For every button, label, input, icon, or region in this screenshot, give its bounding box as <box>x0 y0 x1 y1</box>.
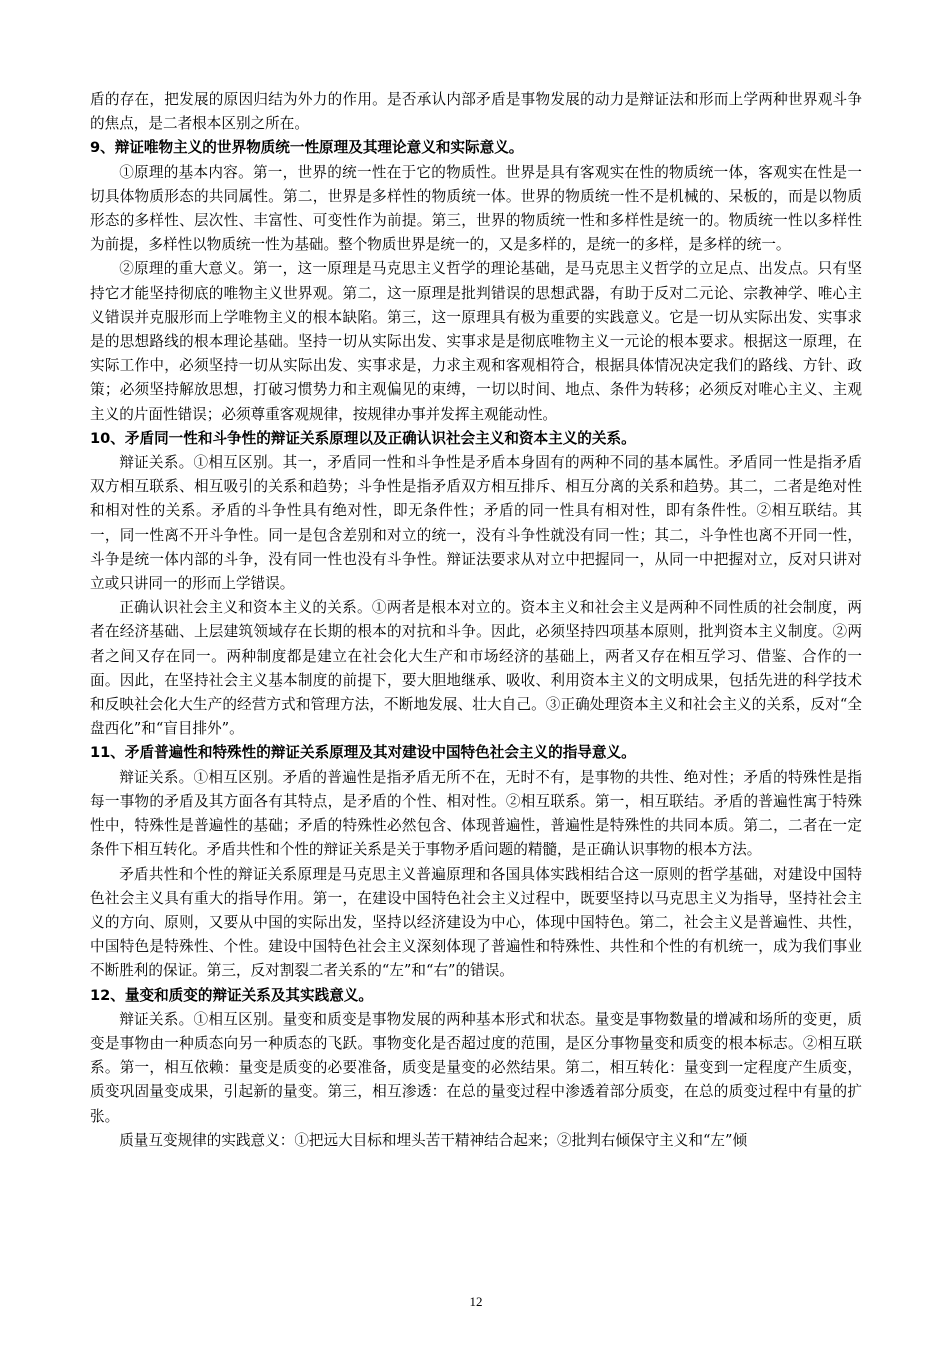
section-heading-9: 9、辩证唯物主义的世界物质统一性原理及其理论意义和实际意义。 <box>90 139 524 157</box>
section-heading-12: 12、量变和质变的辩证关系及其实践意义。 <box>90 986 373 1004</box>
paragraph: 盾的存在，把发展的原因归结为外力的作用。是否承认内部矛盾是事物发展的动力是辩证法和形而上学两种世界观斗争的焦点，是二者根本区别之所在。 <box>90 91 862 133</box>
section-heading-11: 11、矛盾普遍性和特殊性的辩证关系原理及其对建设中国特色社会主义的指导意义。 <box>90 744 636 762</box>
paragraph: 辩证关系。①相互区别。其一，矛盾同一性和斗争性是矛盾本身固有的两种不同的基本属性。矛盾同一性是指矛盾双方相互联系、相互吸引的关系和趋势；斗争性是指矛盾双方相互排斥、相互分离的关系和趋势。其二，二者是绝对性和相对性的关系。矛盾的斗争性具有绝对性，即无条件性；矛盾的同一性具有相对性，即有条件性。②相互联结。其一，同一性离不开斗争性。同一是包含差别和对立的统一，没有斗争性就没有同一性；其二，斗争性也离不开同一性，斗争是统一体内部的斗争，没有同一性也没有斗争性。辩证法要求从对立中把握同一，从同一中把握对立，反对只讲对立或只讲同一的形而上学错误。 <box>90 454 862 593</box>
section-heading-10: 10、矛盾同一性和斗争性的辩证关系原理以及正确认识社会主义和资本主义的关系。 <box>90 429 636 447</box>
paragraph: 矛盾共性和个性的辩证关系原理是马克思主义普遍原理和各国具体实践相结合这一原则的哲学基础，对建设中国特色社会主义具有重大的指导作用。第一，在建设中国特色社会主义过程中，既要坚持以马克思主义为指导，坚持社会主义的方向、原则，又要从中国的实际出发，坚持以经济建设为中心，体现中国特色。第二，社会主义是普遍性、共性，中国特色是特殊性、个性。建设中国特色社会主义深刻体现了普遍性和特殊性、共性和个性的有机统一，成为我们事业不断胜利的保证。第三，反对割裂二者关系的“左”和“右”的错误。 <box>90 865 862 980</box>
paragraph: ①原理的基本内容。第一，世界的统一性在于它的物质性。世界是具有客观实在性的物质统一体，客观实在性是一切具体物质形态的共同属性。第二，世界是多样性的物质统一体。世界的物质统一性不是机械的、呆板的，而是以物质形态的多样性、层次性、丰富性、可变性作为前提。第三，世界的物质统一性和多样性是统一的。物质统一性以多样性为前提，多样性以物质统一性为基础。整个物质世界是统一的，又是多样的，是统一的多样，是多样的统一。 <box>90 163 862 254</box>
paragraph: ②原理的重大意义。第一，这一原理是马克思主义哲学的理论基础，是马克思主义哲学的立足点、出发点。只有坚持它才能坚持彻底的唯物主义世界观。第二，这一原理是批判错误的思想武器，有助于反对二元论、宗教神学、唯心主义错误并克服形而上学唯物主义的根本缺陷。第三，这一原理具有极为重要的实践意义。它是一切从实际出发、实事求是的思想路线的根本理论基础。坚持一切从实际出发、实事求是是彻底唯物主义一元论的根本要求。根据这一原理，在实际工作中，必须坚持一切从实际出发、实事求是，力求主观和客观相符合，根据具体情况决定我们的路线、方针、政策；必须坚持解放思想，打破习惯势力和主观偏见的束缚，一切以时间、地点、条件为转移；必须反对唯心主义、主观主义的片面性错误；必须尊重客观规律，按规律办事并发挥主观能动性。 <box>90 260 862 423</box>
page-number: 12 <box>469 1294 483 1309</box>
document-body <box>90 88 862 1153</box>
paragraph: 辩证关系。①相互区别。矛盾的普遍性是指矛盾无所不在，无时不有，是事物的共性、绝对性；矛盾的特殊性是指每一事物的矛盾及其方面各有其特点，是矛盾的个性、相对性。②相互联系。第一，相互联结。矛盾的普遍性寓于特殊性中，特殊性是普遍性的基础；矛盾的特殊性必然包含、体现普遍性，普遍性是特殊性的共同本质。第二，二者在一定条件下相互转化。矛盾共性和个性的辩证关系是关于事物矛盾问题的精髓，是正确认识事物的根本方法。 <box>90 768 862 859</box>
paragraph: 正确认识社会主义和资本主义的关系。①两者是根本对立的。资本主义和社会主义是两种不同性质的社会制度，两者在经济基础、上层建筑领域存在长期的根本的对抗和斗争。因此，必须坚持四项基本原则，批判资本主义制度。②两者之间又存在同一。两种制度都是建立在社会化大生产和市场经济的基础上，两者又存在相互学习、借鉴、合作的一面。因此，在坚持社会主义基本制度的前提下，要大胆地继承、吸收、利用资本主义的文明成果，包括先进的科学技术和反映社会化大生产的经营方式和管理方法，不断地发展、壮大自己。③正确处理资本主义和社会主义的关系，反对“全盘西化”和“盲目排外”。 <box>90 599 862 738</box>
paragraph: 辩证关系。①相互区别。量变和质变是事物发展的两种基本形式和状态。量变是事物数量的增减和场所的变更，质变是事物由一种质态向另一种质态的飞跃。事物变化是否超过度的范围，是区分事物量变和质变的根本标志。②相互联系。第一，相互依赖：量变是质变的必要准备，质变是量变的必然结果。第二，相互转化：量变到一定程度产生质变，质变巩固量变成果，引起新的量变。第三，相互渗透：在总的量变过程中渗透着部分质变，在总的质变过程中有量的扩张。 <box>90 1010 862 1125</box>
paragraph: 质量互变规律的实践意义：①把远大目标和埋头苦干精神结合起来；②批判右倾保守主义和“左”倾 <box>119 1131 748 1149</box>
